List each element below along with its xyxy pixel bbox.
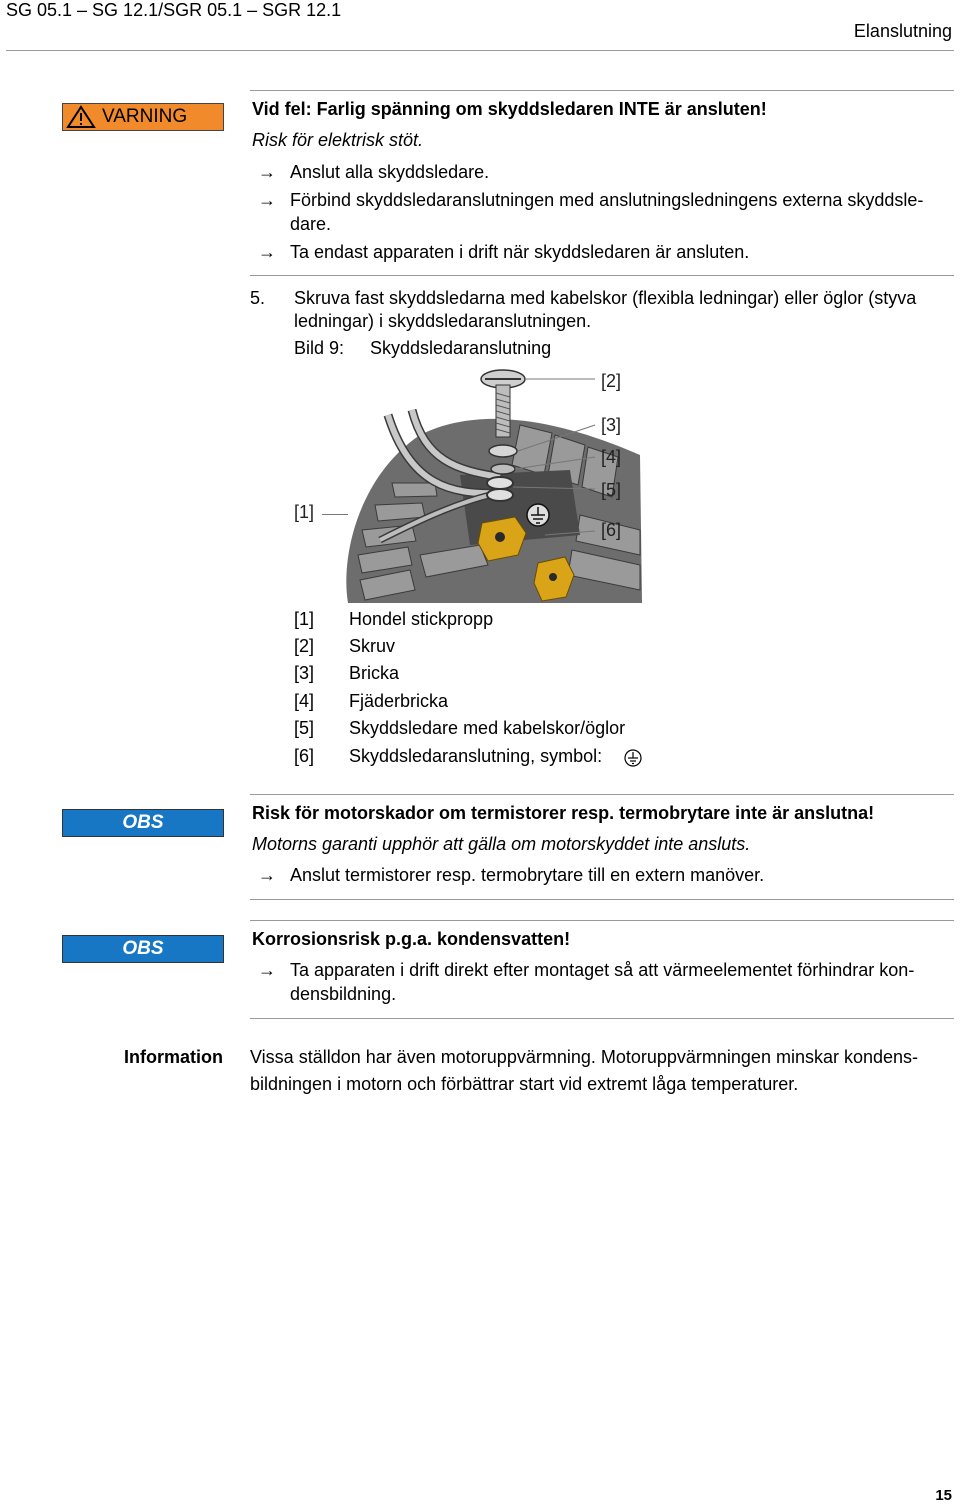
header-divider xyxy=(6,50,954,51)
protective-earth-icon xyxy=(527,504,549,526)
obs1-bottom-rule xyxy=(250,899,954,900)
arrow-right-icon: → xyxy=(258,242,276,262)
arrow-right-icon: → xyxy=(258,162,276,182)
figure-callout-6: [6] xyxy=(601,520,622,540)
info-text-line1: Vissa ställdon har även motoruppvärmning. Motoruppvärmningen minskar kondens- xyxy=(250,1047,919,1067)
obs-badge: OBS xyxy=(62,935,224,963)
obs1-subtitle: Motorns garanti upphör att gälla om motorskyddet inte ansluts. xyxy=(252,834,751,854)
page-number: 15 xyxy=(935,1487,952,1504)
step-text-line1: Skruva fast skyddsledarna med kabelskor (flexibla ledningar) eller öglor (styva xyxy=(294,288,917,308)
figure-callout-1: [1] xyxy=(294,502,315,522)
warning-top-rule xyxy=(250,90,954,91)
warning-badge-label: VARNING xyxy=(102,106,188,127)
section-title: Elanslutning xyxy=(853,21,952,41)
obs-badge: OBS xyxy=(62,809,224,837)
info-label: Information xyxy=(124,1047,223,1067)
figure-callout-2: [2] xyxy=(601,371,622,391)
step-number: 5. xyxy=(250,288,266,308)
arrow-right-icon: → xyxy=(258,190,276,210)
obs2-bottom-rule xyxy=(250,1018,954,1019)
figure-callout-4: [4] xyxy=(601,447,622,467)
warning-triangle-icon xyxy=(66,105,96,129)
obs1-top-rule xyxy=(250,794,954,795)
callout-1-leader xyxy=(322,514,348,515)
warning-badge xyxy=(62,103,224,131)
warning-title: Vid fel: Farlig spänning om skyddsledaren INTE är ansluten! xyxy=(252,99,767,119)
obs1-title: Risk för motorskador om termistorer resp. termobrytare inte är anslutna! xyxy=(252,803,875,823)
warning-bottom-rule xyxy=(250,275,954,276)
info-text-line2: bildningen i motorn och förbättrar start vid extremt låga temperaturer. xyxy=(250,1074,799,1094)
document-header-title: SG 05.1 – SG 12.1/SGR 05.1 – SGR 12.1 xyxy=(6,0,342,20)
obs2-title: Korrosionsrisk p.g.a. kondensvatten! xyxy=(252,929,571,949)
figure-callout-5: [5] xyxy=(601,480,622,500)
figure-callout-3: [3] xyxy=(601,415,622,435)
arrow-right-icon: → xyxy=(258,960,276,980)
protective-earth-connection-figure xyxy=(340,365,642,603)
obs2-top-rule xyxy=(250,920,954,921)
step-text-line2: ledningar) i skyddsledaranslutningen. xyxy=(294,311,592,331)
protective-earth-icon xyxy=(623,748,643,768)
figure-label: Bild 9: xyxy=(294,338,345,358)
figure-title: Skyddsledaranslutning xyxy=(370,338,552,358)
arrow-right-icon: → xyxy=(258,865,276,885)
warning-subtitle: Risk för elektrisk stöt. xyxy=(252,130,424,150)
